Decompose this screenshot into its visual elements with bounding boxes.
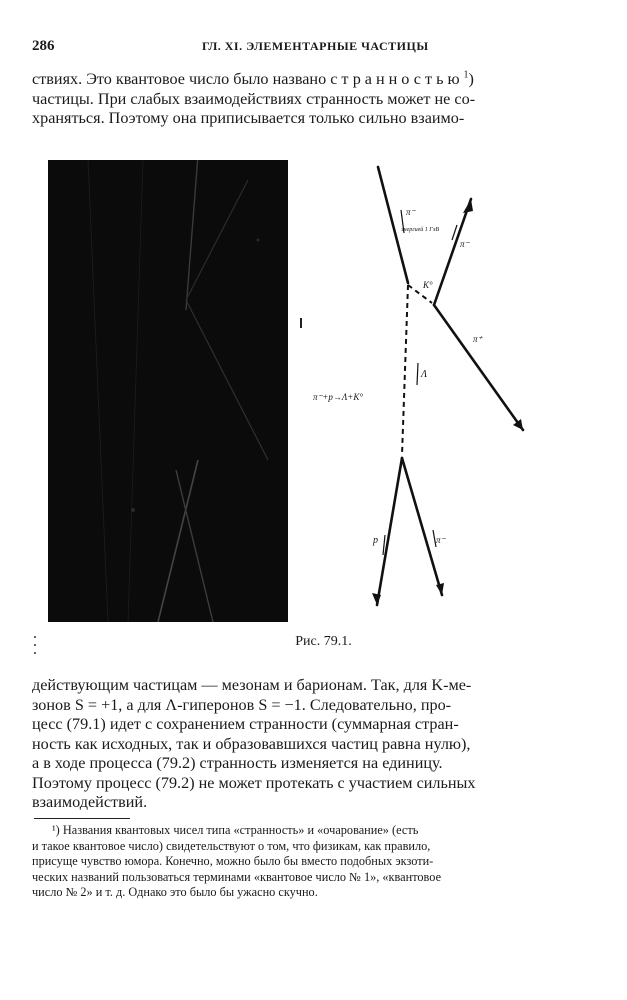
footnote-marker: ¹) [52,823,60,837]
footnote-line-4: ческих названий пользоваться терминами «квантовое число № 1», «квантовое [32,869,442,884]
emphasized-term: странностью [330,70,464,88]
label-lambda: Λ [421,369,428,380]
paragraph-bottom-line-4: ность как исходных, так и образовавшихся частиц равна нулю), [32,734,471,753]
footnote [32,823,582,901]
photo-tracks [48,160,288,622]
label-incoming-pi: π⁻ [406,207,416,217]
paragraph-bottom-line-1: действующим частицам — мезонам и барионам. Так, для K-ме- [32,676,472,694]
arrow-head-icon [372,593,381,605]
footnote-line-1: ¹) Названия квантовых чисел типа «странность» и «очарование» (есть [52,823,419,837]
footnote-ref: 1 [463,69,469,81]
paragraph-bottom-line-6: Поэтому процесс (79.2) не может протекать с участием сильных [32,773,476,792]
figure-caption: Рис. 79.1. [295,634,352,649]
paragraph-bottom [32,676,580,813]
paragraph-top-line-2: частицы. При слабых взаимодействиях странность может не со- [32,89,476,108]
paragraph-bottom-line-7: взаимодействий. [32,793,148,811]
pi-minus-bottom-track [402,458,442,595]
paragraph-bottom-line-3: цесс (79.1) идет с сохранением странности (суммарная стран- [32,715,459,733]
arrow-head-icon [513,419,523,430]
paragraph-bottom-line-5: а в ходе процесса (79.2) странность изменяется на единицу. [32,754,443,772]
label-pi-minus-bottom: π⁻ [436,535,446,545]
label-pi-minus-top: π⁻ [460,239,470,249]
reaction-label: π⁻+p→Λ+K° [313,392,363,402]
pi-minus-top-track [434,199,471,305]
proton-track [377,458,402,605]
page-number: 286 [32,38,55,54]
paragraph-top-line-1: ствиях. Это квантовое число было названо странностью$^1$) [32,69,474,88]
footnote-divider [34,818,130,819]
lambda-dashed-track [402,285,408,455]
label-incoming-energy: энергией 1 ГэВ [401,227,440,233]
footnote-line-2: и такое квантовое число) свидетельствуют о том, что физикам, как правило, [32,838,431,853]
bubble-chamber-photo [48,160,288,622]
margin-mark [300,318,302,328]
page-header [32,38,592,56]
label-proton: p [373,535,378,546]
footnote-line-5: число № 2» и т. д. Однако это было бы ужасно скучно. [32,885,318,899]
pi-plus-track [434,305,523,430]
footnote-line-3: присуще чувство юмора. Конечно, можно было бы вместо подобных экзоти- [32,854,434,868]
paragraph-top [32,70,580,129]
paragraph-top-line-3: храняться. Поэтому она приписывается только сильно взаимо- [32,109,465,127]
small-arrow-icon [417,363,418,385]
track-diagram-svg [305,155,550,615]
paragraph-bottom-line-2: зонов S = +1, а для Λ-гиперонов S = −1. Следовательно, про- [32,695,452,714]
track-diagram [305,155,550,615]
label-pi-plus: π⁺ [473,334,483,344]
label-kaon: K° [423,280,433,290]
running-title: ГЛ. XI. ЭЛЕМЕНТАРНЫЕ ЧАСТИЦЫ [202,39,429,53]
